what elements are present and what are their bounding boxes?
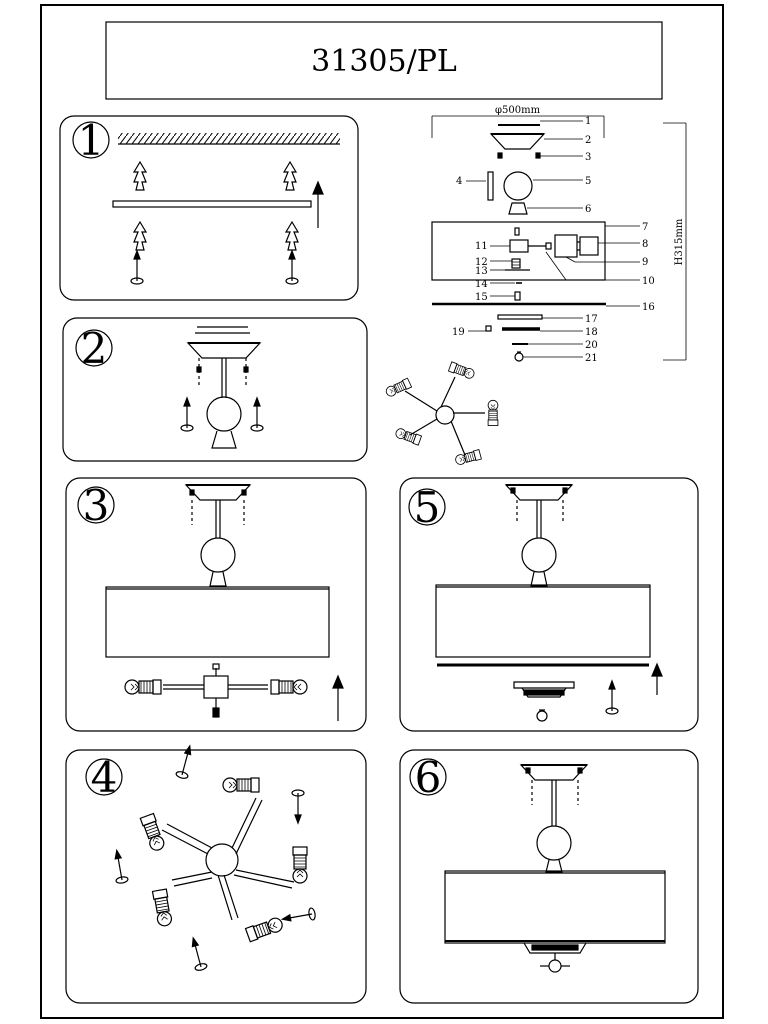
mounting-bar: [113, 201, 311, 207]
step-number: 2: [80, 324, 108, 373]
step-number: 3: [82, 481, 110, 530]
part-label: 19: [452, 327, 465, 338]
rotate-arrow-icon: [251, 398, 263, 431]
anchor-icon: [134, 222, 146, 250]
part-label: 6: [585, 204, 592, 215]
anchor-icon: [134, 162, 146, 190]
part-label: 16: [642, 302, 655, 313]
part-label: 8: [642, 239, 649, 250]
ceiling-hatch: [118, 133, 340, 144]
anchor-icon: [286, 222, 298, 250]
rotate-arrow-icon: [187, 936, 207, 971]
rotate-arrow-icon: [281, 908, 316, 926]
part-label: 4: [456, 176, 463, 187]
part-label: 21: [585, 353, 598, 364]
part-label: 14: [475, 279, 488, 290]
part-label: 5: [585, 176, 592, 187]
rotate-arrow-icon: [131, 251, 143, 284]
rotate-arrow-icon: [111, 849, 129, 884]
part-label: 1: [585, 116, 592, 127]
part-label: 7: [642, 222, 649, 233]
step-3-panel: [66, 478, 366, 731]
step-4-panel: [66, 744, 366, 1003]
part-label: 9: [642, 257, 649, 268]
page-border: [41, 5, 723, 1018]
part-label: 17: [585, 314, 598, 325]
step-1-panel: [60, 116, 358, 300]
part-label: 13: [475, 266, 488, 277]
part-label: 18: [585, 327, 598, 338]
step-number: 6: [414, 753, 442, 802]
bulb-cluster-illustration: [385, 362, 498, 466]
height-label: H315mm: [674, 218, 685, 266]
step-6-panel: [400, 750, 698, 1003]
rotate-arrow-icon: [181, 398, 193, 431]
part-label: 12: [475, 257, 488, 268]
part-label: 15: [475, 292, 488, 303]
model-title: 31305/PL: [311, 44, 457, 79]
part-label: 3: [585, 152, 592, 163]
step-5-panel: [400, 478, 698, 731]
part-label: 11: [475, 241, 488, 252]
anchor-icon: [284, 162, 296, 190]
step-2-panel: [63, 318, 367, 461]
part-label: 2: [585, 135, 592, 146]
step-number: 4: [90, 753, 118, 802]
exploded-parts-diagram: [432, 105, 686, 364]
rotate-arrow-icon: [286, 251, 298, 284]
step-number: 5: [413, 483, 441, 532]
part-label: 20: [585, 340, 598, 351]
part-label: 10: [642, 276, 655, 287]
rotate-arrow-icon: [606, 681, 618, 714]
step-number: 1: [77, 116, 105, 165]
rotate-arrow-icon: [292, 790, 304, 823]
diameter-label: φ500mm: [495, 105, 541, 116]
